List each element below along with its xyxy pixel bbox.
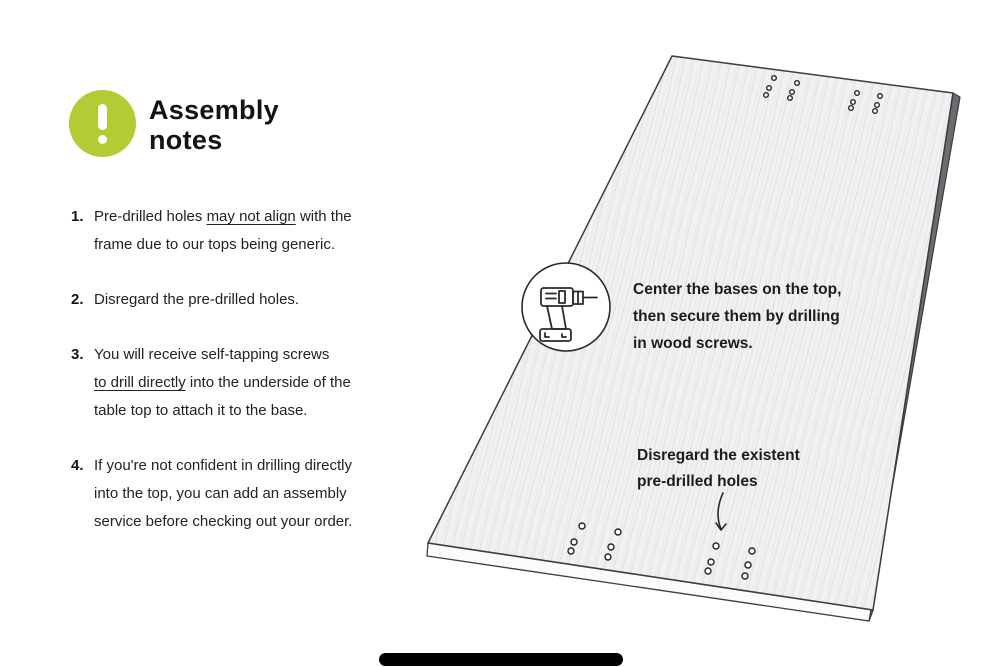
note-number: 3. [71, 346, 84, 363]
note-text: If you're not confident in drilling directly into the top, you can add an assembly service before checking out your order. [94, 457, 353, 530]
drill-hole [855, 91, 860, 96]
callout-line: Disregard the existent [637, 447, 800, 464]
drill-hole [705, 568, 711, 574]
drill-hole [742, 573, 748, 579]
drill-hole [875, 103, 880, 108]
drill-hole [851, 100, 856, 105]
drill-hole [605, 554, 611, 560]
exclamation-icon [69, 90, 136, 157]
callout-line: pre-drilled holes [637, 473, 758, 490]
note-item [71, 203, 411, 259]
drill-hole [772, 76, 777, 81]
drill-hole [767, 86, 772, 91]
drill-hole [878, 94, 883, 99]
note-number: 2. [71, 291, 84, 308]
drill-hole [608, 544, 614, 550]
drill-icon [522, 263, 610, 351]
note-text: Pre-drilled holes may not align with the frame due to our tops being generic. [94, 208, 352, 253]
drill-hole [849, 106, 854, 111]
note-item [71, 452, 411, 536]
drill-hole [745, 562, 751, 568]
drill-hole [713, 543, 719, 549]
drill-hole [795, 81, 800, 86]
drill-hole [764, 93, 769, 98]
note-text: You will receive self-tapping screws to drill directly into the underside of the table top to attach it to the base. [94, 346, 351, 419]
assembly-notes-list [71, 203, 411, 536]
callout-line: then secure them by drilling [633, 308, 840, 325]
drill-hole [873, 109, 878, 114]
page-title-line2: notes [149, 125, 223, 155]
drill-hole [571, 539, 577, 545]
callout-line: in wood screws. [633, 335, 753, 352]
callout-line: Center the bases on the top, [633, 281, 842, 298]
drill-hole [568, 548, 574, 554]
drill-hole [708, 559, 714, 565]
drill-hole [790, 90, 795, 95]
callout-center-bases [633, 276, 841, 357]
drill-hole [579, 523, 585, 529]
page-title-line1: Assembly [149, 95, 279, 125]
drill-hole [749, 548, 755, 554]
note-item [71, 286, 411, 314]
drill-hole [788, 96, 793, 101]
note-text: Disregard the pre-drilled holes. [94, 291, 300, 308]
note-number: 1. [71, 208, 84, 225]
note-number: 4. [71, 457, 84, 474]
callout-disregard-holes [637, 443, 800, 495]
note-item [71, 341, 411, 425]
page-title [149, 95, 279, 155]
bottom-handle-bar [379, 653, 623, 666]
drill-hole [615, 529, 621, 535]
